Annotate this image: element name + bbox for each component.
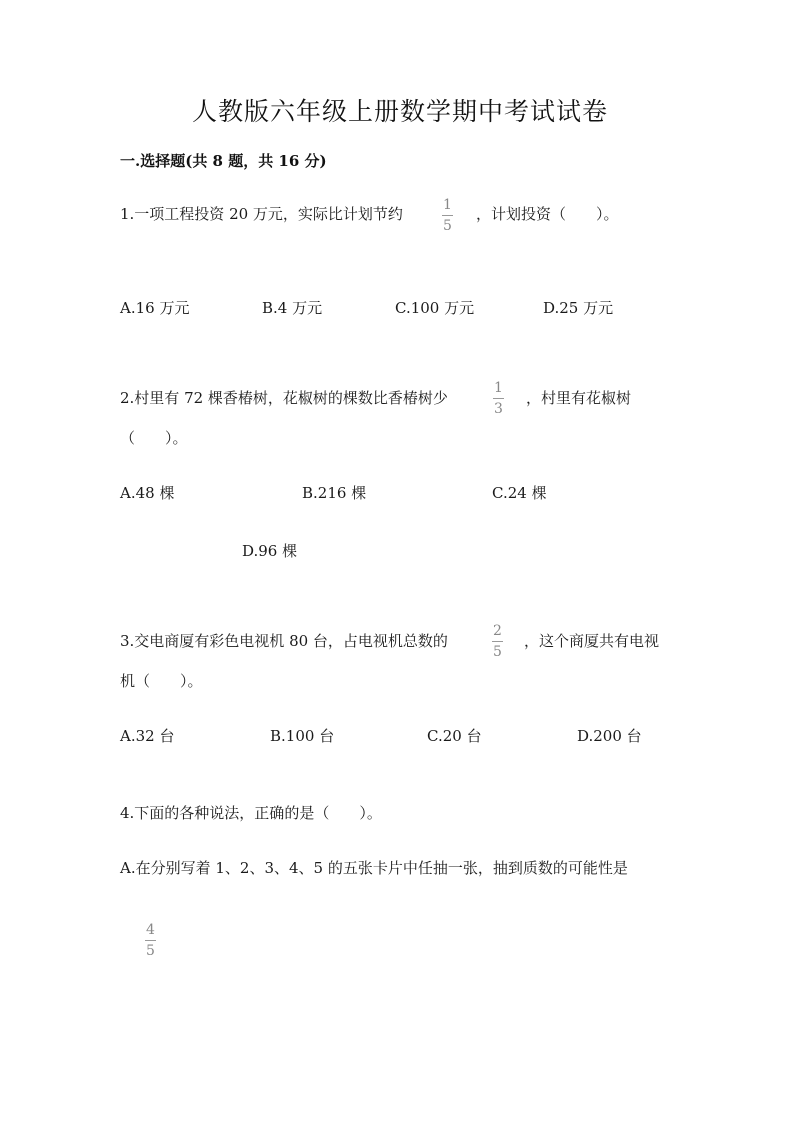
fraction-denominator: 5: [443, 218, 452, 234]
question-1-text-cont: ，计划投资（ ）。: [476, 205, 619, 223]
page-title: 人教版六年级上册数学期中考试试卷: [191, 97, 608, 126]
fraction-bar: [442, 215, 453, 216]
question-1-option-b[interactable]: B.4 万元: [262, 299, 323, 317]
question-1-fraction: [442, 198, 453, 233]
question-1-option-c[interactable]: C.100 万元: [395, 299, 475, 317]
fraction-bar: [145, 940, 156, 941]
question-2-text-line2: （ ）。: [120, 429, 188, 447]
question-3-text-line2: 机（ ）。: [120, 672, 203, 690]
question-4-option-a[interactable]: A.在分别写着 1、2、3、4、5 的五张卡片中任抽一张，抽到质数的可能性是: [120, 859, 628, 877]
question-1-option-a[interactable]: A.16 万元: [120, 299, 190, 317]
question-3-option-c[interactable]: C.20 台: [427, 727, 482, 745]
question-1-option-d[interactable]: D.25 万元: [543, 299, 614, 317]
question-2-option-b[interactable]: B.216 棵: [302, 484, 367, 502]
question-4-fraction: [145, 923, 156, 958]
question-2-option-a[interactable]: A.48 棵: [120, 484, 175, 502]
fraction-denominator: 5: [146, 943, 155, 959]
fraction-bar: [493, 398, 504, 399]
question-2-fraction: [493, 381, 504, 416]
question-2-text: 2.村里有 72 棵香椿树，花椒树的棵数比香椿树少: [120, 389, 448, 407]
question-4-text: 4.下面的各种说法，正确的是（ ）。: [120, 804, 382, 822]
fraction-numerator: 4: [146, 922, 155, 938]
question-3-option-d[interactable]: D.200 台: [577, 727, 642, 745]
fraction-denominator: 3: [494, 401, 503, 417]
fraction-numerator: 1: [443, 197, 452, 213]
fraction-denominator: 5: [493, 644, 502, 660]
section-heading: 一.选择题(共 8 题，共 16 分): [120, 152, 327, 170]
fraction-numerator: 2: [493, 623, 502, 639]
question-1-text: 1.一项工程投资 20 万元，实际比计划节约: [120, 205, 403, 223]
question-3-text: 3.交电商厦有彩色电视机 80 台，占电视机总数的: [120, 632, 448, 650]
question-2-option-d[interactable]: D.96 棵: [242, 542, 298, 560]
question-3-option-b[interactable]: B.100 台: [270, 727, 335, 745]
question-3-option-a[interactable]: A.32 台: [120, 727, 175, 745]
fraction-bar: [492, 641, 503, 642]
question-2-text-cont: ，村里有花椒树: [526, 389, 632, 407]
fraction-numerator: 1: [494, 380, 503, 396]
question-3-fraction: [492, 624, 503, 659]
question-2-option-c[interactable]: C.24 棵: [492, 484, 547, 502]
question-3-text-cont: ，这个商厦共有电视: [524, 632, 660, 650]
